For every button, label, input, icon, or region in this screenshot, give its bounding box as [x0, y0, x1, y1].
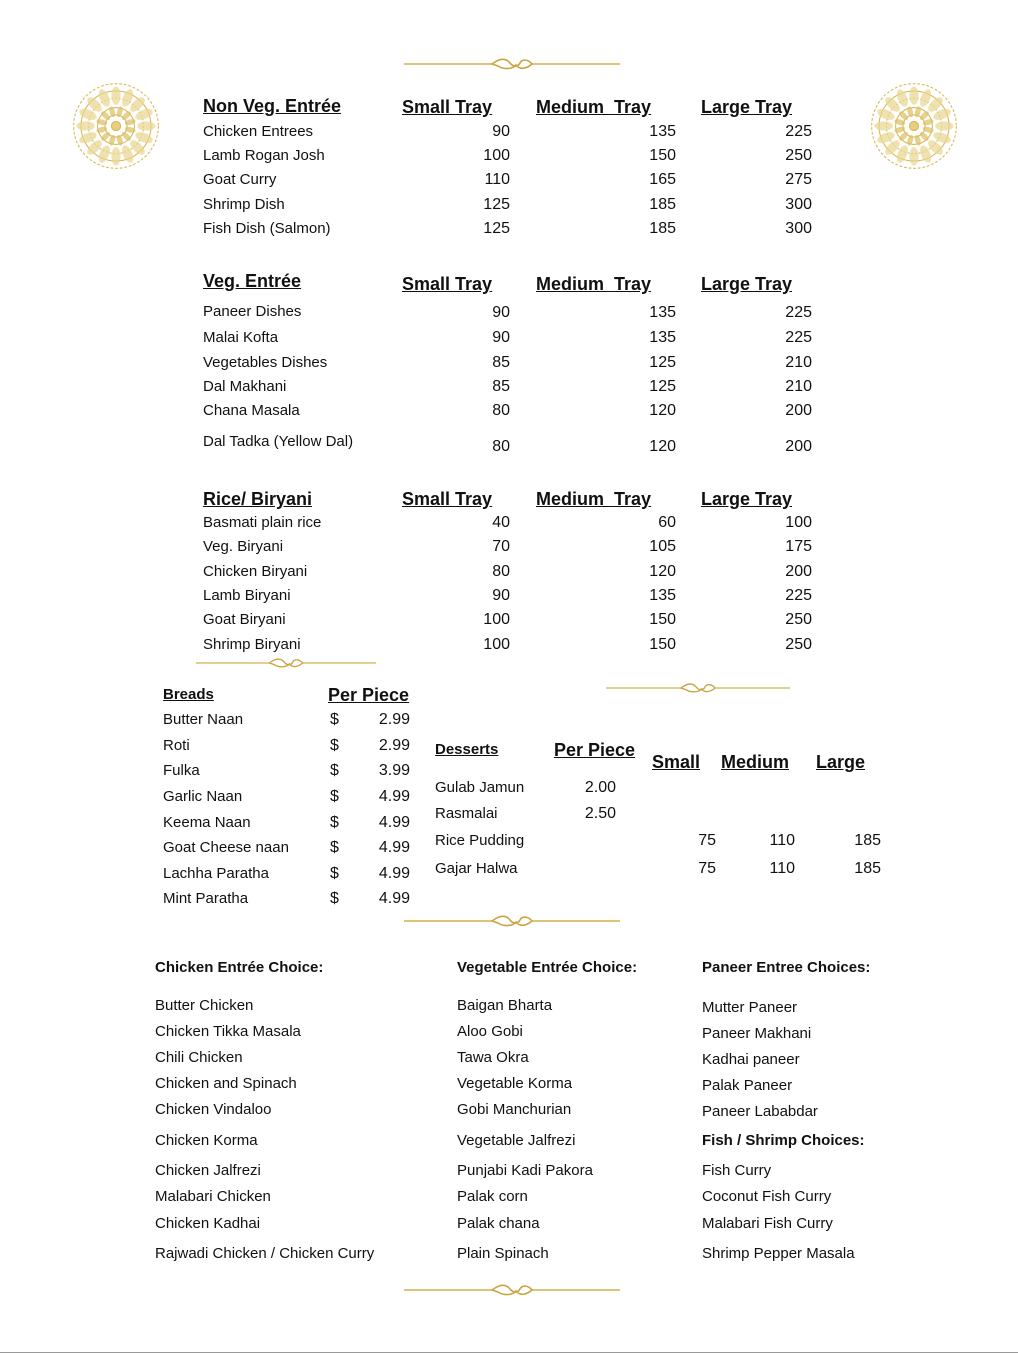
rice-medium-price: 120	[649, 563, 676, 580]
bread-price: 4.99	[378, 839, 410, 856]
veg-large-price: 210	[785, 378, 812, 395]
veg-small-head: Small Tray	[402, 274, 493, 294]
rice-small-head: Small Tray	[402, 489, 493, 509]
rice-large-head: Large Tray	[701, 489, 793, 509]
chicken-choice-item: Chili Chicken	[155, 1049, 243, 1066]
vegetable-choice-item: Aloo Gobi	[457, 1023, 523, 1040]
flourish-divider-icon	[606, 681, 790, 695]
vegetable-choice-item: Vegetable Jalfrezi	[457, 1132, 576, 1149]
chicken-choice-item: Butter Chicken	[155, 997, 254, 1014]
veg-medium-price: 125	[649, 354, 676, 371]
non_veg-small-price: 125	[483, 220, 510, 237]
vegetable-choice-item: Palak corn	[457, 1188, 528, 1205]
veg-large-head: Large Tray	[701, 274, 793, 294]
bread-item-name: Garlic Naan	[163, 788, 243, 805]
rice-item-name: Goat Biryani	[203, 611, 286, 628]
non_veg-medium-price: 150	[649, 147, 676, 164]
bread-currency: $	[330, 788, 339, 805]
non_veg-medium-price: 165	[649, 171, 676, 188]
veg-large-price: 210	[785, 354, 812, 371]
veg-item-name: Dal Tadka (Yellow Dal)	[203, 433, 354, 450]
paneer-choice-item: Paneer Lababdar	[702, 1103, 818, 1120]
veg-item-name: Malai Kofta	[203, 329, 279, 346]
desserts-title: Desserts	[435, 741, 499, 758]
veg-medium-price: 135	[649, 329, 676, 346]
rice-medium-price: 105	[649, 538, 676, 555]
bread-currency: $	[330, 737, 339, 754]
chicken-choice-item: Rajwadi Chicken / Chicken Curry	[155, 1245, 375, 1262]
non_veg-large-price: 300	[785, 196, 812, 213]
veg-small-price: 80	[492, 402, 510, 419]
dessert-item-name: Rice Pudding	[435, 832, 525, 849]
non_veg-item-name: Shrimp Dish	[203, 196, 285, 213]
bread-price: 4.99	[378, 788, 410, 805]
bread-currency: $	[330, 890, 339, 907]
rice-large-price: 225	[785, 587, 812, 604]
non_veg-small-price: 110	[484, 171, 510, 188]
fish-choice-item: Shrimp Pepper Masala	[702, 1245, 855, 1262]
bread-price: 3.99	[378, 762, 410, 779]
veg-large-price: 200	[785, 438, 812, 455]
rice-small-price: 70	[492, 538, 510, 555]
non_veg-medium-price: 135	[649, 123, 676, 140]
veg-title: Veg. Entrée	[203, 271, 302, 291]
rice-small-price: 100	[483, 636, 510, 653]
vegetable-choice-item: Punjabi Kadi Pakora	[457, 1162, 593, 1179]
non-veg-small-head: Small Tray	[402, 97, 493, 117]
vegetable-choice-item: Plain Spinach	[457, 1245, 549, 1262]
bread-item-name: Goat Cheese naan	[163, 839, 289, 856]
chicken-choice-title: Chicken Entrée Choice:	[155, 959, 324, 976]
non_veg-small-price: 100	[483, 147, 510, 164]
non_veg-item-name: Fish Dish (Salmon)	[203, 220, 331, 237]
rice-item-name: Veg. Biryani	[203, 538, 284, 555]
fish-choice-item: Malabari Fish Curry	[702, 1215, 833, 1232]
flourish-divider-icon	[404, 1282, 620, 1298]
rice-medium-price: 135	[649, 587, 676, 604]
non_veg-large-price: 300	[785, 220, 812, 237]
veg-item-name: Paneer Dishes	[203, 303, 302, 320]
mandala-icon	[868, 80, 960, 172]
mandala-icon	[70, 80, 162, 172]
vegetable-choice-item: Gobi Manchurian	[457, 1101, 572, 1118]
desserts-per-piece-head: Per Piece	[554, 740, 636, 760]
fish-choice-item: Fish Curry	[702, 1162, 772, 1179]
flourish-divider-icon	[196, 656, 376, 670]
rice-large-price: 200	[785, 563, 812, 580]
bread-item-name: Lachha Paratha	[163, 865, 269, 882]
non_veg-small-price: 125	[483, 196, 510, 213]
rice-title: Rice/ Biryani	[203, 489, 313, 509]
non_veg-item-name: Chicken Entrees	[203, 123, 314, 140]
fish-choice-item: Coconut Fish Curry	[702, 1188, 832, 1205]
veg-item-name: Dal Makhani	[203, 378, 287, 395]
rice-small-price: 40	[492, 514, 510, 531]
dessert-price: 2.00	[584, 779, 616, 796]
bread-item-name: Fulka	[163, 762, 200, 779]
bread-item-name: Roti	[163, 737, 190, 754]
bread-currency: $	[330, 839, 339, 856]
rice-medium-price: 150	[649, 611, 676, 628]
veg-item-name: Chana Masala	[203, 402, 300, 419]
desserts-large-head: Large	[816, 752, 866, 772]
non-veg-large-head: Large Tray	[701, 97, 793, 117]
bread-price: 4.99	[378, 890, 410, 907]
desserts-small-head: Small	[652, 752, 701, 772]
non_veg-small-price: 90	[492, 123, 510, 140]
paneer-choice-item: Paneer Makhani	[702, 1025, 812, 1042]
bread-item-name: Keema Naan	[163, 814, 251, 831]
bread-price: 4.99	[378, 865, 410, 882]
flourish-divider-icon	[404, 913, 620, 929]
vegetable-choice-item: Palak chana	[457, 1215, 540, 1232]
veg-small-price: 85	[492, 354, 510, 371]
dessert-item-name: Rasmalai	[435, 805, 498, 822]
dessert-price: 2.50	[584, 805, 616, 822]
bread-item-name: Mint Paratha	[163, 890, 249, 907]
bread-item-name: Butter Naan	[163, 711, 244, 728]
veg-medium-price: 125	[649, 378, 676, 395]
dessert-large-price: 185	[854, 860, 881, 877]
rice-large-price: 175	[785, 538, 812, 555]
fish-choice-title: Fish / Shrimp Choices:	[702, 1132, 865, 1149]
chicken-choice-item: Chicken Korma	[155, 1132, 258, 1149]
rice-item-name: Basmati plain rice	[203, 514, 322, 531]
rice-small-price: 100	[483, 611, 510, 628]
breads-per-piece-head: Per Piece	[328, 685, 410, 705]
bread-currency: $	[330, 865, 339, 882]
vegetable-choice-item: Tawa Okra	[457, 1049, 529, 1066]
veg-large-price: 200	[785, 402, 812, 419]
chicken-choice-item: Chicken Vindaloo	[155, 1101, 272, 1118]
veg-small-price: 90	[492, 329, 510, 346]
rice-medium-price: 150	[649, 636, 676, 653]
veg-medium-price: 120	[649, 402, 676, 419]
veg-large-price: 225	[785, 329, 812, 346]
paneer-choice-item: Mutter Paneer	[702, 999, 798, 1016]
non-veg-title: Non Veg. Entrée	[203, 96, 342, 116]
veg-large-price: 225	[785, 304, 812, 321]
page-bottom-rule	[0, 1352, 1018, 1353]
rice-medium-price: 60	[658, 514, 676, 531]
dessert-medium-price: 110	[769, 832, 795, 849]
paneer-choice-title: Paneer Entree Choices:	[702, 959, 871, 976]
rice-item-name: Shrimp Biryani	[203, 636, 301, 653]
vegetable-choice-item: Baigan Bharta	[457, 997, 553, 1014]
breads-title: Breads	[163, 686, 214, 703]
non-veg-medium-head: Medium Tray	[536, 97, 652, 117]
veg-medium-price: 135	[649, 304, 676, 321]
dessert-item-name: Gulab Jamun	[435, 779, 525, 796]
dessert-item-name: Gajar Halwa	[435, 860, 518, 877]
chicken-choice-item: Chicken Kadhai	[155, 1215, 261, 1232]
bread-price: 4.99	[378, 814, 410, 831]
veg-medium-price: 120	[649, 438, 676, 455]
rice-medium-head: Medium Tray	[536, 489, 652, 509]
chicken-choice-item: Chicken Jalfrezi	[155, 1162, 261, 1179]
non_veg-medium-price: 185	[649, 196, 676, 213]
vegetable-choice-item: Vegetable Korma	[457, 1075, 573, 1092]
bread-price: 2.99	[378, 737, 410, 754]
veg-small-price: 90	[492, 304, 510, 321]
non_veg-large-price: 250	[785, 147, 812, 164]
rice-item-name: Lamb Biryani	[203, 587, 291, 604]
non_veg-large-price: 275	[785, 171, 812, 188]
paneer-choice-item: Kadhai paneer	[702, 1051, 800, 1068]
chicken-choice-item: Malabari Chicken	[155, 1188, 271, 1205]
rice-small-price: 80	[492, 563, 510, 580]
bread-currency: $	[330, 711, 339, 728]
non_veg-large-price: 225	[785, 123, 812, 140]
chicken-choice-item: Chicken and Spinach	[155, 1075, 297, 1092]
rice-item-name: Chicken Biryani	[203, 563, 308, 580]
rice-small-price: 90	[492, 587, 510, 604]
rice-large-price: 250	[785, 611, 812, 628]
dessert-small-price: 75	[698, 832, 716, 849]
dessert-small-price: 75	[698, 860, 716, 877]
veg-small-price: 85	[492, 378, 510, 395]
bread-currency: $	[330, 814, 339, 831]
veg-small-price: 80	[492, 438, 510, 455]
non_veg-item-name: Lamb Rogan Josh	[203, 147, 325, 164]
bread-currency: $	[330, 762, 339, 779]
flourish-divider-icon	[404, 56, 620, 72]
desserts-medium-head: Medium	[721, 752, 790, 772]
rice-large-price: 100	[785, 514, 812, 531]
dessert-medium-price: 110	[769, 860, 795, 877]
veg-medium-head: Medium Tray	[536, 274, 652, 294]
chicken-choice-item: Chicken Tikka Masala	[155, 1023, 301, 1040]
paneer-choice-item: Palak Paneer	[702, 1077, 793, 1094]
dessert-large-price: 185	[854, 832, 881, 849]
non_veg-item-name: Goat Curry	[203, 171, 277, 188]
non_veg-medium-price: 185	[649, 220, 676, 237]
veg-item-name: Vegetables Dishes	[203, 354, 328, 371]
bread-price: 2.99	[378, 711, 410, 728]
vegetable-choice-title: Vegetable Entrée Choice:	[457, 959, 638, 976]
rice-large-price: 250	[785, 636, 812, 653]
